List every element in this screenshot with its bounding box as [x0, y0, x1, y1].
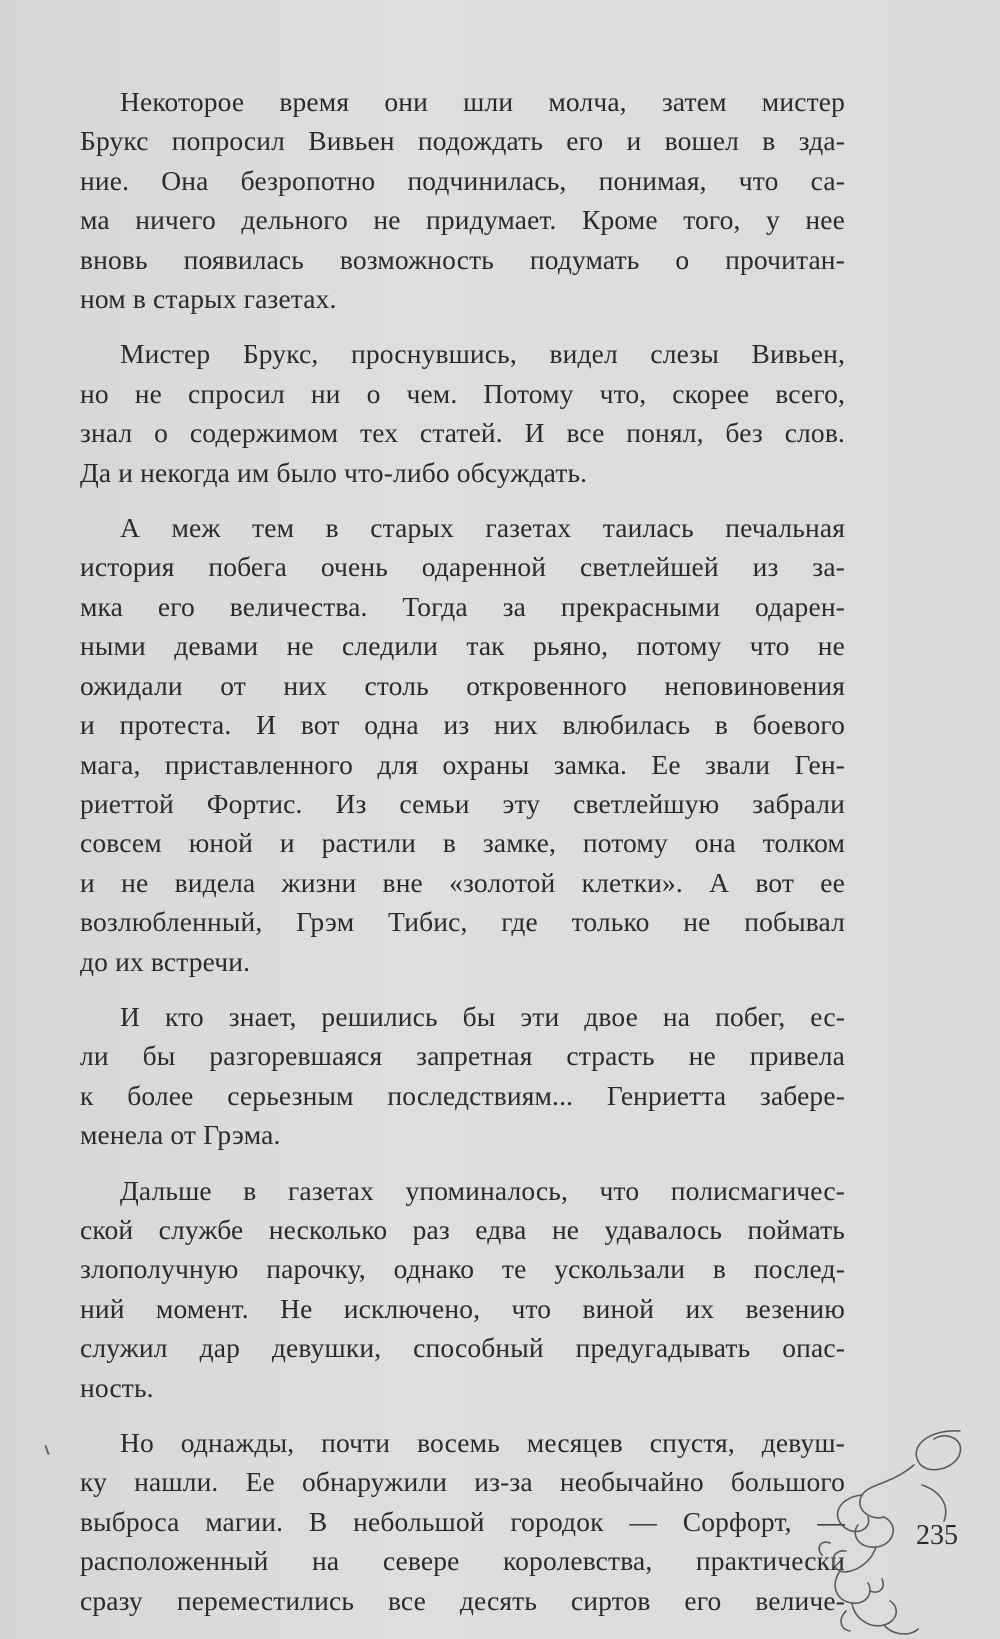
- text-line: служил дар девушки, способный предугадывать опас-: [80, 1332, 845, 1364]
- text-line: Некоторое время они шли молча, затем мистер: [120, 86, 845, 117]
- text-line: и не видела жизни вне «золотой клетки». А вот ее: [80, 866, 845, 898]
- text-line: совсем юной и растили в замке, потому она толком: [80, 827, 845, 859]
- text-line: и протеста. И вот одна из них влюбилась в боевого: [80, 709, 845, 741]
- paragraph: [80, 82, 845, 318]
- text-line: А меж тем в старых газетах таилась печальная: [120, 512, 845, 544]
- text-line: ными девами не следили так рьяно, потому что не: [80, 630, 845, 662]
- text-line: знал о содержимом тех статей. И все понял, без слов.: [80, 417, 845, 449]
- text-line: до их встречи.: [80, 945, 251, 977]
- text-line: ний момент. Не исключено, что виной их везению: [80, 1292, 845, 1324]
- text-line: ской службе несколько раз едва не удавалось поймать: [80, 1213, 845, 1245]
- text-line: ли бы разгоревшаяся запретная страсть не привела: [80, 1040, 845, 1072]
- text-line: Но однажды, почти восемь месяцев спустя, девуш-: [120, 1427, 845, 1458]
- text-line: история побега очень одаренной светлейшей из за-: [80, 551, 845, 583]
- text-line: мка его величества. Тогда за прекрасными одарен-: [80, 590, 845, 622]
- text-line: ожидали от них столь откровенного неповиновения: [80, 669, 845, 701]
- paragraph: [80, 997, 845, 1155]
- text-line: к более серьезным последствиям... Генриетта забере-: [80, 1079, 845, 1111]
- text-line: расположенный на севере королевства, практически: [80, 1545, 845, 1577]
- page-number: 235: [916, 1520, 958, 1551]
- text-line: но не спросил ни о чем. Потому что, скорее всего,: [80, 377, 845, 409]
- text-line: выброса магии. В небольшой городок — Сорфорт, —: [80, 1505, 845, 1537]
- text-line: возлюбленный, Грэм Тибис, где только не побывал: [80, 906, 845, 938]
- text-line: ность.: [80, 1371, 154, 1403]
- text-line: менела от Грэма.: [80, 1119, 281, 1151]
- text-line: Да и некогда им было что-либо обсуждать.: [80, 456, 588, 488]
- text-line: ку нашли. Ее обнаружили из-за необычайно большого: [80, 1466, 845, 1498]
- text-line: вновь появилась возможность подумать о прочитан-: [80, 243, 845, 275]
- margin-mark: [44, 1445, 49, 1455]
- text-line: мага, приставленного для охраны замка. Ее звали Ген-: [80, 748, 845, 780]
- text-line: Мистер Брукс, проснувшись, видел слезы Вивьен,: [120, 338, 845, 370]
- paragraph: [80, 508, 845, 981]
- text-line: Брукс попросил Вивьен подождать его и вошел в зда-: [80, 125, 845, 157]
- paragraph: [80, 334, 845, 492]
- paragraph: [80, 1423, 845, 1620]
- text-line: риеттой Фортис. Из семьи эту светлейшую забрали: [80, 787, 845, 819]
- text-line: ном в старых газетах.: [80, 283, 337, 315]
- paragraph: [80, 1171, 845, 1407]
- text-line: ма ничего дельного не придумает. Кроме того, у нее: [80, 204, 845, 236]
- text-line: Дальше в газетах упоминалось, что полисмагичес-: [120, 1174, 845, 1206]
- text-line: злополучную парочку, однако те ускользали в послед-: [80, 1253, 845, 1285]
- text-line: ние. Она безропотно подчинилась, понимая, что са-: [80, 164, 845, 196]
- text-line: сразу переместились все десять сиртов его величе-: [80, 1584, 845, 1616]
- text-line: И кто знает, решились бы эти двое на побег, ес-: [120, 1000, 845, 1032]
- body-text: [80, 82, 845, 1636]
